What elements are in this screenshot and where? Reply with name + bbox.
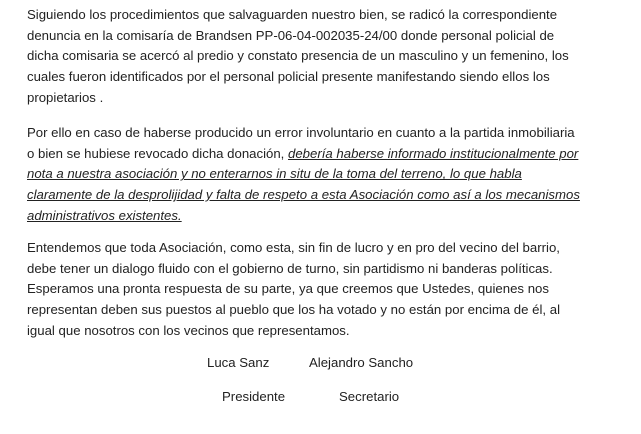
text-line — [27, 144, 617, 165]
secretary-role: Secretario — [339, 389, 400, 404]
secretary-name: Alejandro Sancho — [309, 355, 414, 370]
text-line: debe tener un dialogo fluido con el gobierno de turno, sin partidismo ni banderas políticas. — [27, 260, 553, 276]
text-line: Esperamos una pronta respuesta de su parte, ya que creemos que Ustedes, quienes nos — [27, 281, 549, 297]
president-name: Luca Sanz — [207, 355, 270, 370]
text-line: cuales fueron identificados por el personal policial presente manifestando siendo ellos los — [27, 69, 550, 85]
president-role: Presidente — [222, 389, 286, 404]
text-line: Entendemos que toda Asociación, como esta, sin fin de lucro y en pro del vecino del barrio, — [27, 240, 560, 255]
text-line: igual que nosotros con los vecinos que representamos. — [27, 322, 350, 338]
emphasized-text: debería haberse informado institucionalmente por — [288, 145, 579, 161]
text-line: Siguiendo los procedimientos que salvaguarden nuestro bien, se radicó la correspondiente — [27, 7, 558, 22]
text-line: dicha comisaria se acercó al predio y constato presencia de un masculino y un femenino, los — [27, 48, 569, 64]
paragraph-complaint — [27, 5, 617, 109]
text-line: propietarios . — [27, 89, 104, 105]
text-line: Por ello en caso de haberse producido un error involuntario en cuanto a la partida inmobiliaria — [27, 125, 575, 140]
emphasized-text-line: claramente de la desprolijidad y falta de respeto a esta Asociación como así a los mecanismos — [27, 187, 580, 203]
emphasized-text-line: nota a nuestra asociación y no enterarnos in situ de la toma del terreno, lo que habla — [27, 166, 522, 182]
text-segment: o bien se hubiese revocado dicha donación, — [27, 145, 289, 161]
text-line — [27, 206, 617, 227]
text-line: denuncia en la comisaría de Brandsen PP-06-04-002035-24/00 donde personal policial de — [27, 27, 555, 43]
paragraph-objection — [27, 123, 617, 227]
emphasized-text: administrativos existentes. — [27, 207, 182, 223]
paragraph-request — [27, 238, 617, 342]
text-line: representan deben sus puestos al pueblo que los ha votado y no están por encima de él, al — [27, 302, 560, 318]
